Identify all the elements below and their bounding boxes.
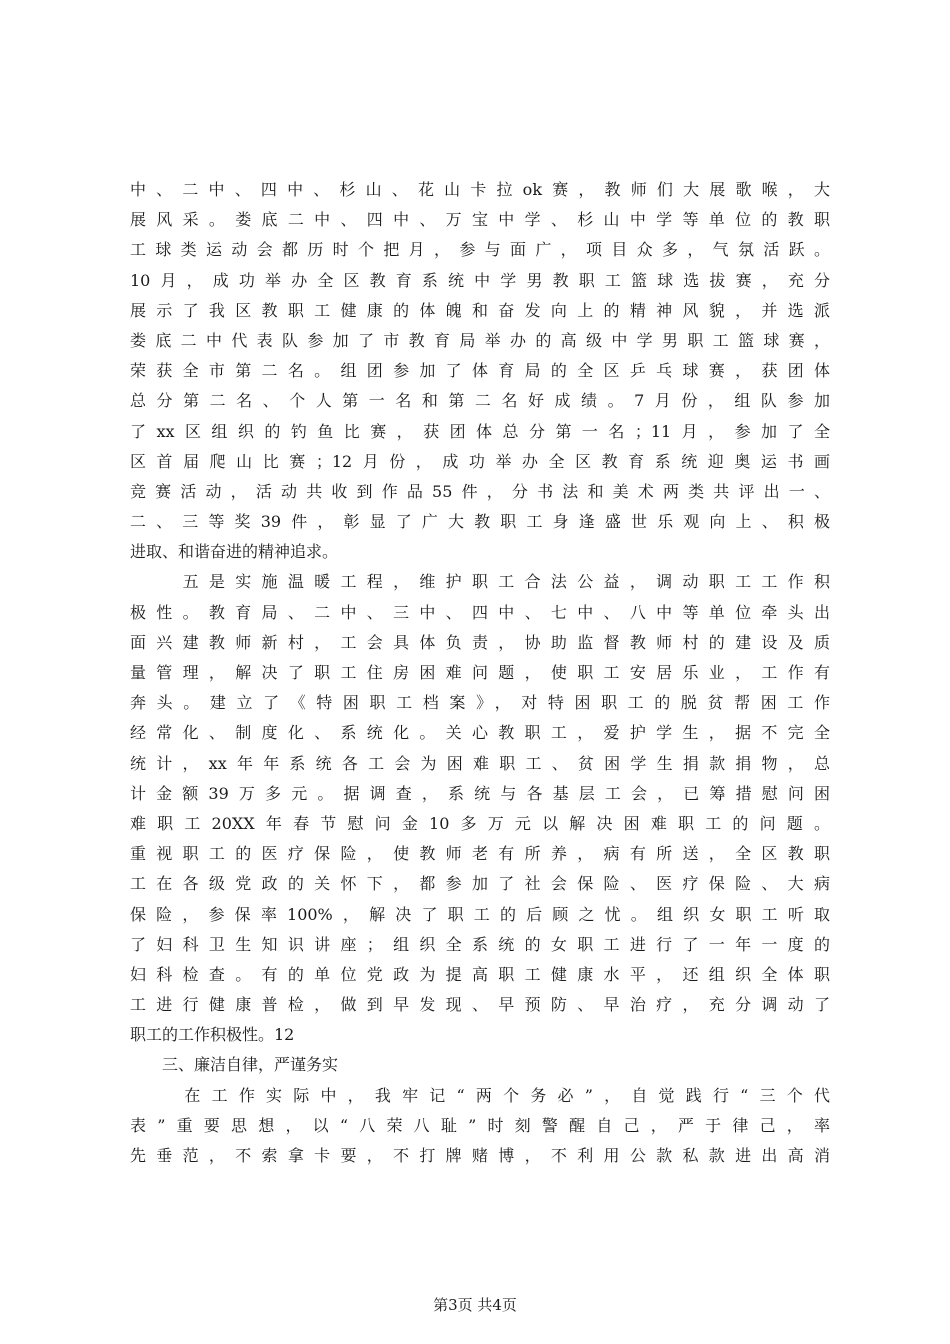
text-line: 进取、和谐奋进的精神追求。: [130, 542, 339, 562]
text-line: 工球类运动会都历时个把月，参与面广，项目众多，气氛活跃。: [130, 240, 830, 260]
text-line: 展风采。娄底二中、四中、万宝中学、杉山中学等单位的教职: [130, 210, 830, 230]
text-line: 10月，成功举办全区教育系统中学男教职工篮球选拔赛，充分: [130, 270, 830, 290]
text-line: 极性。教育局、二中、三中、四中、七中、八中等单位牵头出: [130, 602, 830, 622]
text-line: 中、二中、四中、杉山、花山卡拉ok赛，教师们大展歌喉，大: [130, 180, 830, 199]
text-line: 保险，参保率100%，解决了职工的后顾之忧。组织女职工听取: [130, 904, 830, 924]
text-line: 量管理，解决了职工住房困难问题，使职工安居乐业，工作有: [130, 663, 830, 682]
text-line: 计金额39万多元。据调查，系统与各基层工会，已筹措慰问困: [130, 783, 830, 803]
text-line: 在工作实际中，我牢记“两个务必”，自觉践行“三个代: [130, 1085, 830, 1105]
text-line: 二、三等奖39件，彰显了广大教职工身逢盛世乐观向上、积极: [130, 512, 830, 532]
text-line: 表”重要思想，以“八荣八耻”时刻警醒自己，严于律己，率: [130, 1115, 830, 1135]
text-line: 展示了我区教职工健康的体魄和奋发向上的精神风貌，并选派: [130, 300, 830, 320]
text-line: 荣获全市第二名。组团参加了体育局的全区乒乓球赛，获团体: [130, 361, 830, 381]
text-line: 五是实施温暖工程，维护职工合法公益，调动职工工作积: [130, 572, 830, 592]
text-line: 职工的工作积极性。12: [130, 1025, 295, 1045]
text-line: 统计，xx年年系统各工会为困难职工、贫困学生捐款捐物，总: [130, 753, 830, 773]
text-line: 妇科检查。有的单位党政为提高职工健康水平，还组织全体职: [130, 964, 830, 984]
text-line: 三、廉洁自律，严谨务实: [130, 1055, 339, 1075]
text-line: 重视职工的医疗保险，使教师老有所养，病有所送，全区教职: [130, 844, 830, 864]
text-line: 了xx区组织的钓鱼比赛，获团体总分第一名；11月，参加了全: [130, 421, 830, 441]
page-footer: 第3页 共4页: [433, 1296, 517, 1314]
text-line: 了妇科卫生知识讲座；组织全系统的女职工进行了一年一度的: [130, 934, 830, 954]
text-line: 面兴建教师新村，工会具体负责，协助监督教师村的建设及质: [130, 632, 830, 652]
text-line: 总分第二名、个人第一名和第二名好成绩。7月份，组队参加: [130, 391, 830, 411]
text-line: 工进行健康普检，做到早发现、早预防、早治疗，充分调动了: [130, 995, 830, 1015]
text-line: 难职工20XX年春节慰问金10多万元以解决困难职工的问题。: [130, 813, 830, 833]
document-body: [130, 175, 830, 1171]
text-line: 先垂范，不索拿卡要，不打牌赌博，不利用公款私款进出高消: [130, 1146, 830, 1165]
text-line: 娄底二中代表队参加了市教育局举办的高级中学男职工篮球赛，: [130, 330, 830, 350]
text-line: 经常化、制度化、系统化。关心教职工，爱护学生，据不完全: [130, 723, 830, 743]
text-line: 工在各级党政的关怀下，都参加了社会保险、医疗保险、大病: [130, 874, 830, 894]
text-line: 区首届爬山比赛；12月份，成功举办全区教育系统迎奥运书画: [130, 451, 830, 471]
text-line: 奔头。建立了《特困职工档案》，对特困职工的脱贫帮困工作: [130, 693, 830, 713]
text-line: 竞赛活动，活动共收到作品55件，分书法和美术两类共评出一、: [130, 481, 830, 501]
